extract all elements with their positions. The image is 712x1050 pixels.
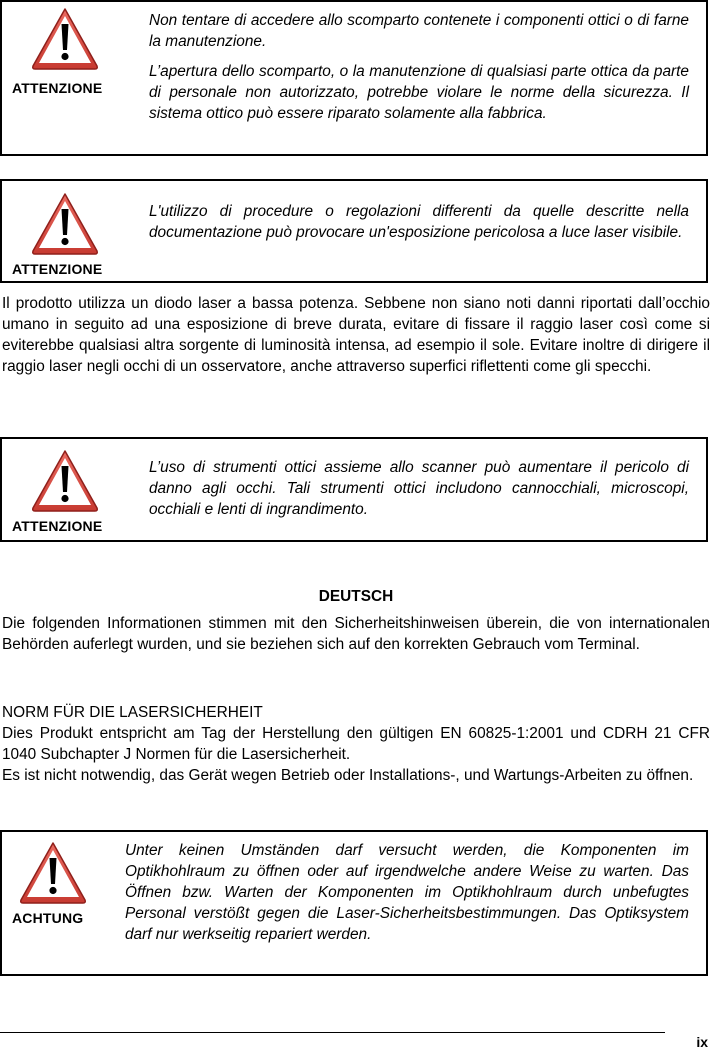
warning-box <box>0 179 708 283</box>
warning-label: ATTENZIONE <box>12 261 103 277</box>
body-text: Die folgenden Informationen stimmen mit den Sicherheitshinweisen überein, die von internationalen Behörden auferlegt wurden, und sie beziehen sich auf den korrekten Gebrauch vom Terminal. <box>2 615 710 653</box>
warning-triangle-icon <box>30 191 100 257</box>
warning-label: ATTENZIONE <box>12 80 103 96</box>
body-text: Il prodotto utilizza un diodo laser a bassa potenza. Sebbene non siano noti danni riportati dall’occhio umano in seguito ad una esposizione di breve durata, evitare di fissare il raggio laser così come si eviterebbe qualsiasi altra sorgente di luminosità intensa, ad esempio il sole. Evitare inoltre di dirigere il raggio laser negli occhi di un osservatore, anche attraverso superfici riflettenti come gli specchi. <box>2 295 710 375</box>
warning-label: ATTENZIONE <box>12 518 103 534</box>
page-number: ix <box>696 1034 708 1050</box>
body-paragraph <box>2 613 710 655</box>
warning-text <box>125 840 689 945</box>
warning-box <box>0 0 708 156</box>
body-paragraph <box>2 293 710 377</box>
norm-title: NORM FÜR DIE LASERSICHERHEIT <box>2 704 263 721</box>
warning-text <box>149 10 689 124</box>
footer-divider <box>0 1032 665 1033</box>
warning-text <box>149 457 689 520</box>
warning-text <box>149 201 689 243</box>
section-heading: DEUTSCH <box>318 588 394 605</box>
body-text: Es ist nicht notwendig, das Gerät wegen Betrieb oder Installations-, und Wartungs-Arbeiten zu öffnen. <box>2 767 694 784</box>
warning-paragraph: Unter keinen Umständen darf versucht werden, die Komponenten im Optikhohlraum zu öffnen oder auf irgendwelche andere Weise zu warten. Das Öffnen bzw. Warten der Komponenten im Optikhohlraum durch unbefugtes Personal verstößt gegen die Laser-Sicherheitsbestimmungen. Das Optiksystem darf nur werkseitig repariert werden. <box>125 842 689 943</box>
warning-paragraph: L’apertura dello scomparto, o la manutenzione di qualsiasi parte ottica da parte di personale non autorizzato, potrebbe violare le norme della sicurezza. Il sistema ottico può essere riparato solamente alla fabbrica. <box>149 63 689 122</box>
warning-triangle-icon <box>30 6 100 72</box>
warning-box <box>0 437 708 542</box>
warning-paragraph: L'utilizzo di procedure o regolazioni differenti da quelle descritte nella documentazione può provocare un'esposizione pericolosa a luce laser visibile. <box>149 203 689 241</box>
warning-triangle-icon <box>30 448 100 514</box>
body-text: Dies Produkt entspricht am Tag der Herstellung den gültigen EN 60825-1:2001 und CDRH 21 CFR 1040 Subchapter J Normen für die Lasersicherheit. <box>2 725 710 763</box>
warning-paragraph: L’uso di strumenti ottici assieme allo scanner può aumentare il pericolo di danno agli occhi. Tali strumenti ottici includono cannocchiali, microscopi, occhiali e lenti di ingrandimento. <box>149 459 689 518</box>
warning-triangle-icon <box>18 840 88 906</box>
warning-box <box>0 830 708 976</box>
norm-section <box>2 702 710 786</box>
warning-paragraph: Non tentare di accedere allo scomparto contenete i componenti ottici o di farne la manutenzione. <box>149 12 689 50</box>
warning-label: ACHTUNG <box>12 910 84 926</box>
